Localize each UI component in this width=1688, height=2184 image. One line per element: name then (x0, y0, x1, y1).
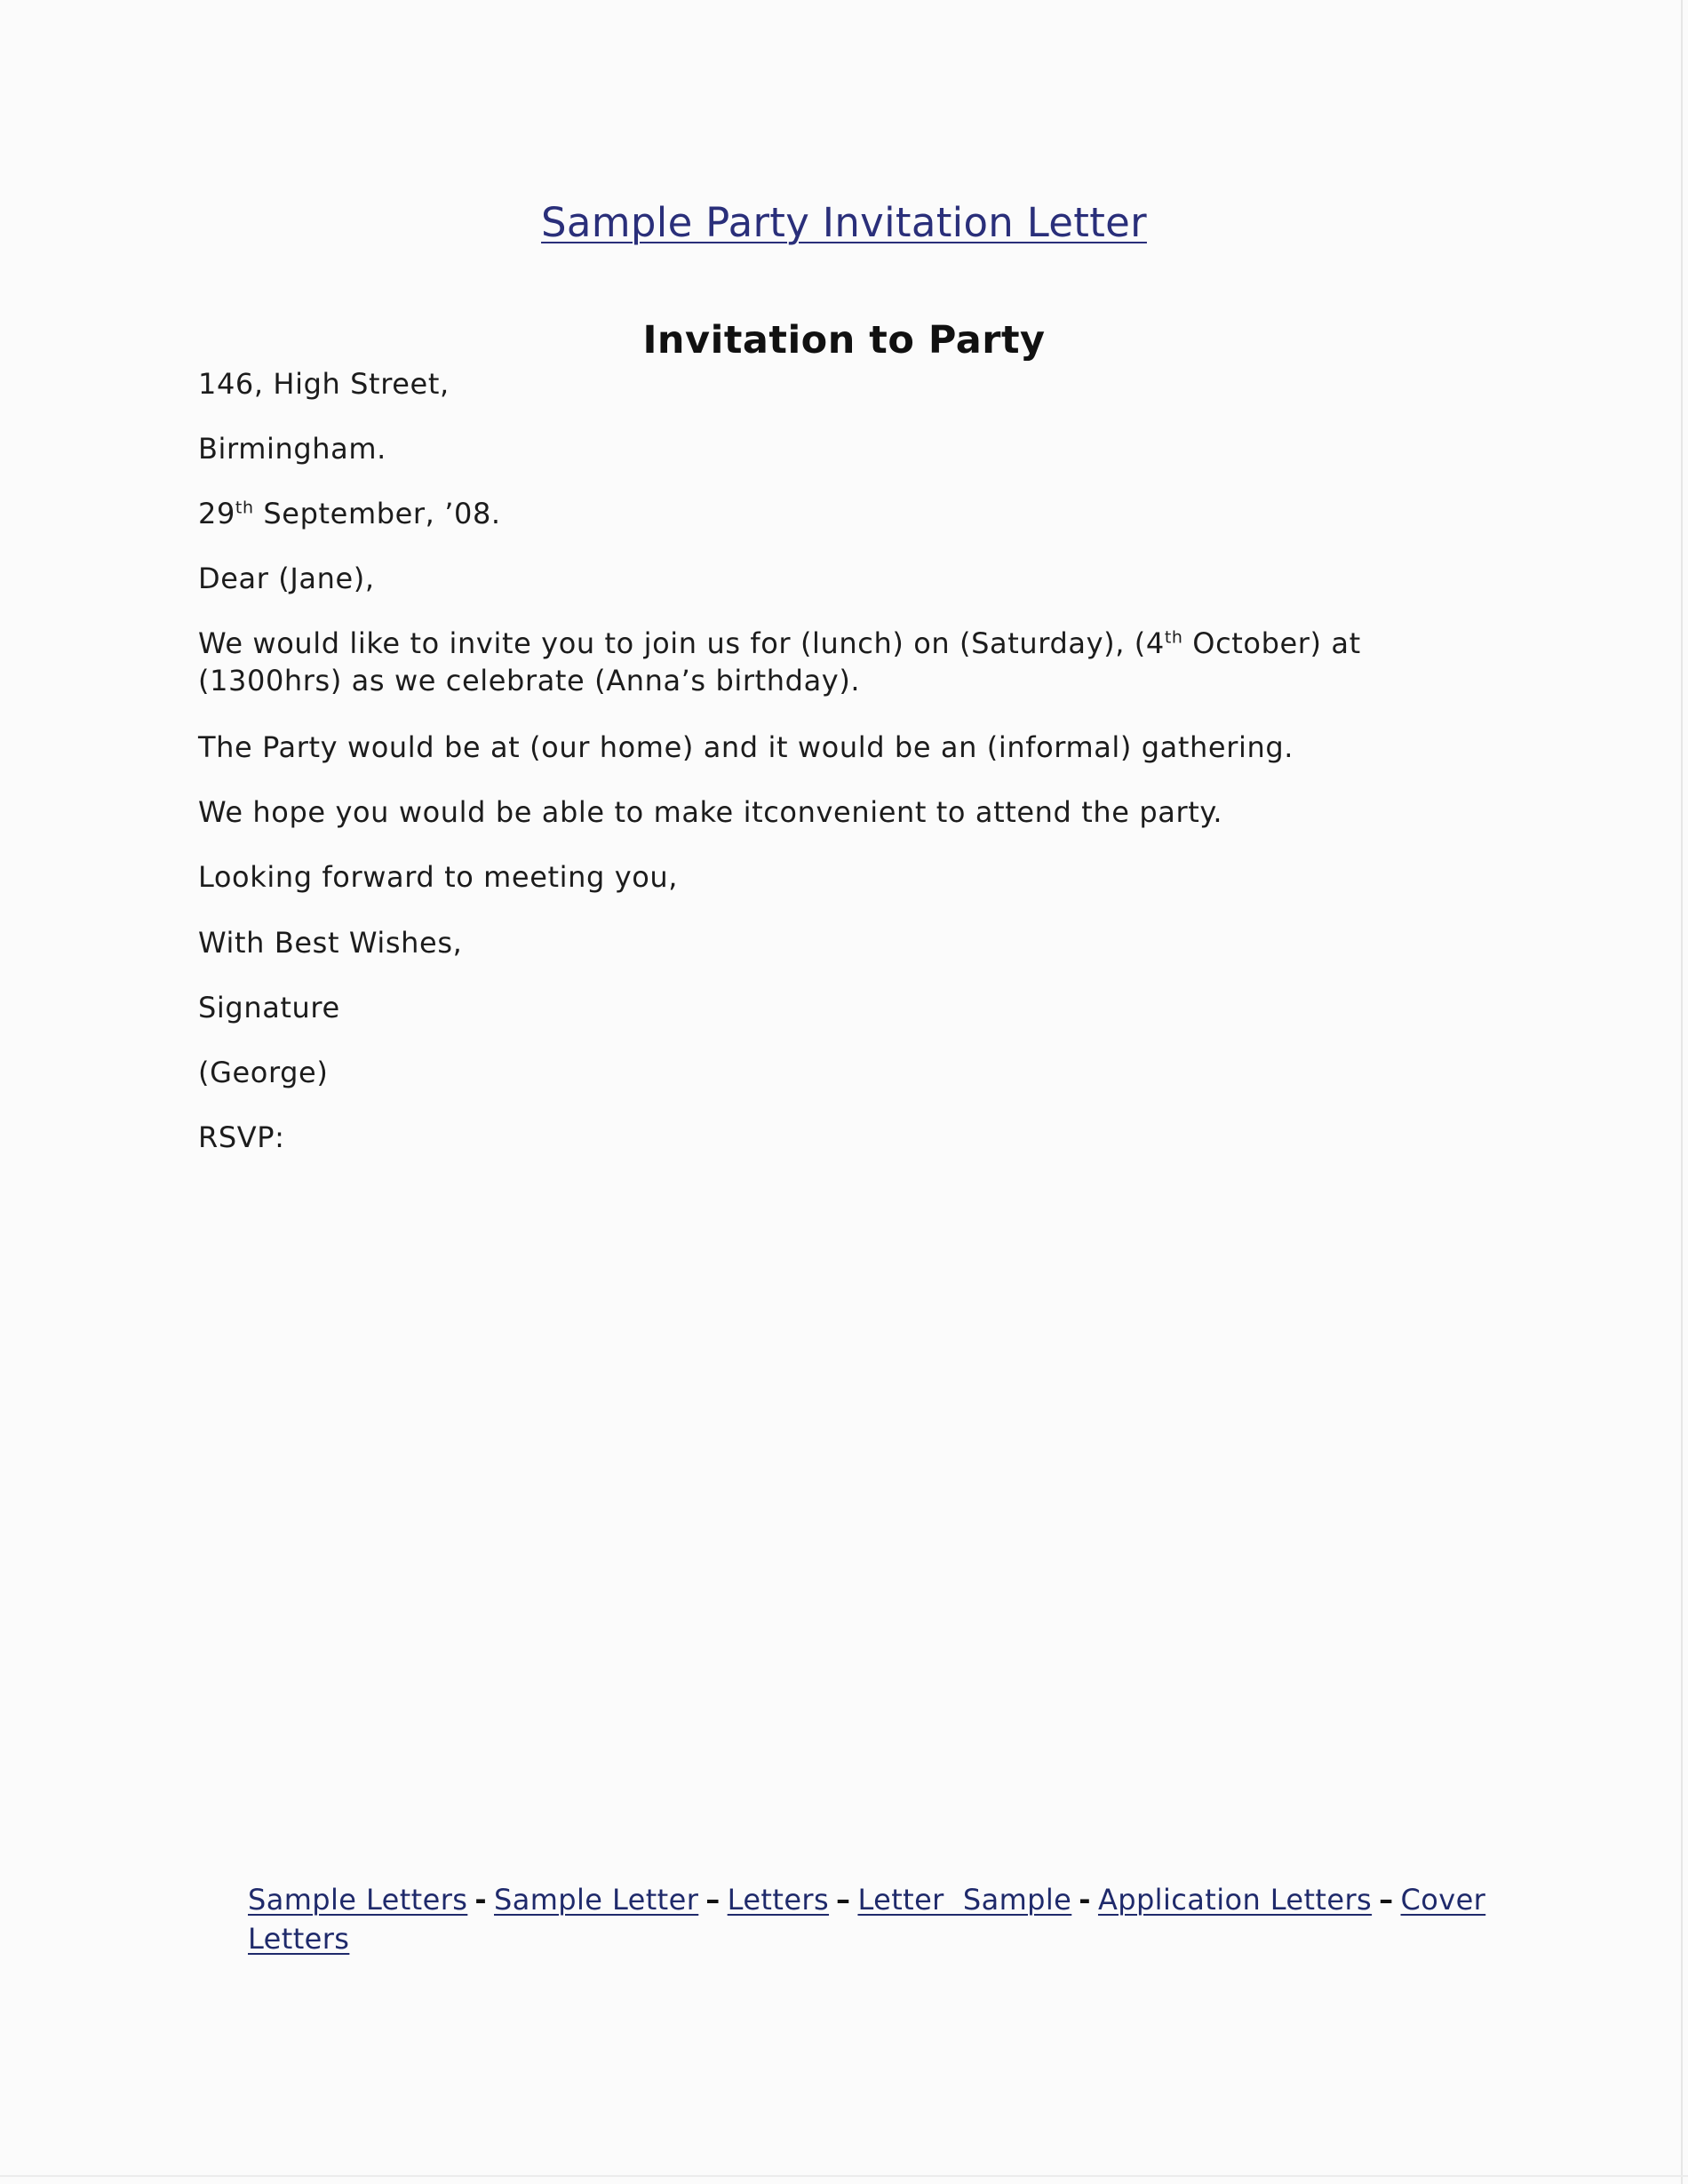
date-rest: September, ’08. (253, 497, 501, 530)
date-day: 29 (198, 497, 235, 530)
footer-link-application-letters[interactable]: Application Letters (1097, 1883, 1373, 1917)
footer-separator: - (474, 1883, 488, 1917)
address-line-2: Birmingham. (198, 432, 386, 466)
footer-separator: – (705, 1883, 721, 1917)
footer-separator: – (836, 1883, 851, 1917)
footer-link-sample-letter[interactable]: Sample Letter (494, 1883, 699, 1917)
title-link[interactable]: Sample Party Invitation Letter (541, 199, 1147, 246)
date-day-suffix: th (235, 498, 254, 518)
signer-name: (George) (198, 1056, 329, 1089)
signature-label: Signature (198, 991, 340, 1024)
closing-line: Looking forward to meeting you, (198, 860, 679, 894)
invitation-date-suffix: th (1164, 627, 1183, 648)
footer-link-letter-sample[interactable]: Letter Sample (857, 1883, 1072, 1917)
footer-link-sample-letters[interactable]: Sample Letters (248, 1883, 468, 1917)
footer-link-cover-letters[interactable]: Cover Letters (248, 1883, 1486, 1956)
footer-separator: – (1379, 1883, 1394, 1917)
letter-heading: Invitation to Party (642, 318, 1046, 363)
body-paragraph-invitation (198, 625, 1486, 699)
rsvp-label: RSVP: (198, 1120, 285, 1154)
address-line-1: 146, High Street, (198, 367, 450, 401)
body-paragraph-hope: We hope you would be able to make itconvenient to attend the party. (198, 795, 1223, 829)
footer-separator: - (1079, 1883, 1091, 1917)
body-paragraph-venue: The Party would be at (our home) and it would be an (informal) gathering. (198, 730, 1294, 764)
footer-link-letters[interactable]: Letters (727, 1883, 830, 1917)
letter-date (198, 495, 501, 532)
invitation-text-part-2: October) at (1300hrs) as we celebrate (Anna’s birthday). (198, 626, 1361, 697)
valediction: With Best Wishes, (198, 926, 463, 960)
document-title (0, 192, 1688, 254)
page-bottom-edge (0, 2175, 1688, 2177)
invitation-text-part-1: We would like to invite you to join us for (lunch) on (Saturday), (4 (198, 626, 1165, 660)
salutation: Dear (Jane), (198, 562, 375, 595)
footer-links (248, 1880, 1509, 1958)
